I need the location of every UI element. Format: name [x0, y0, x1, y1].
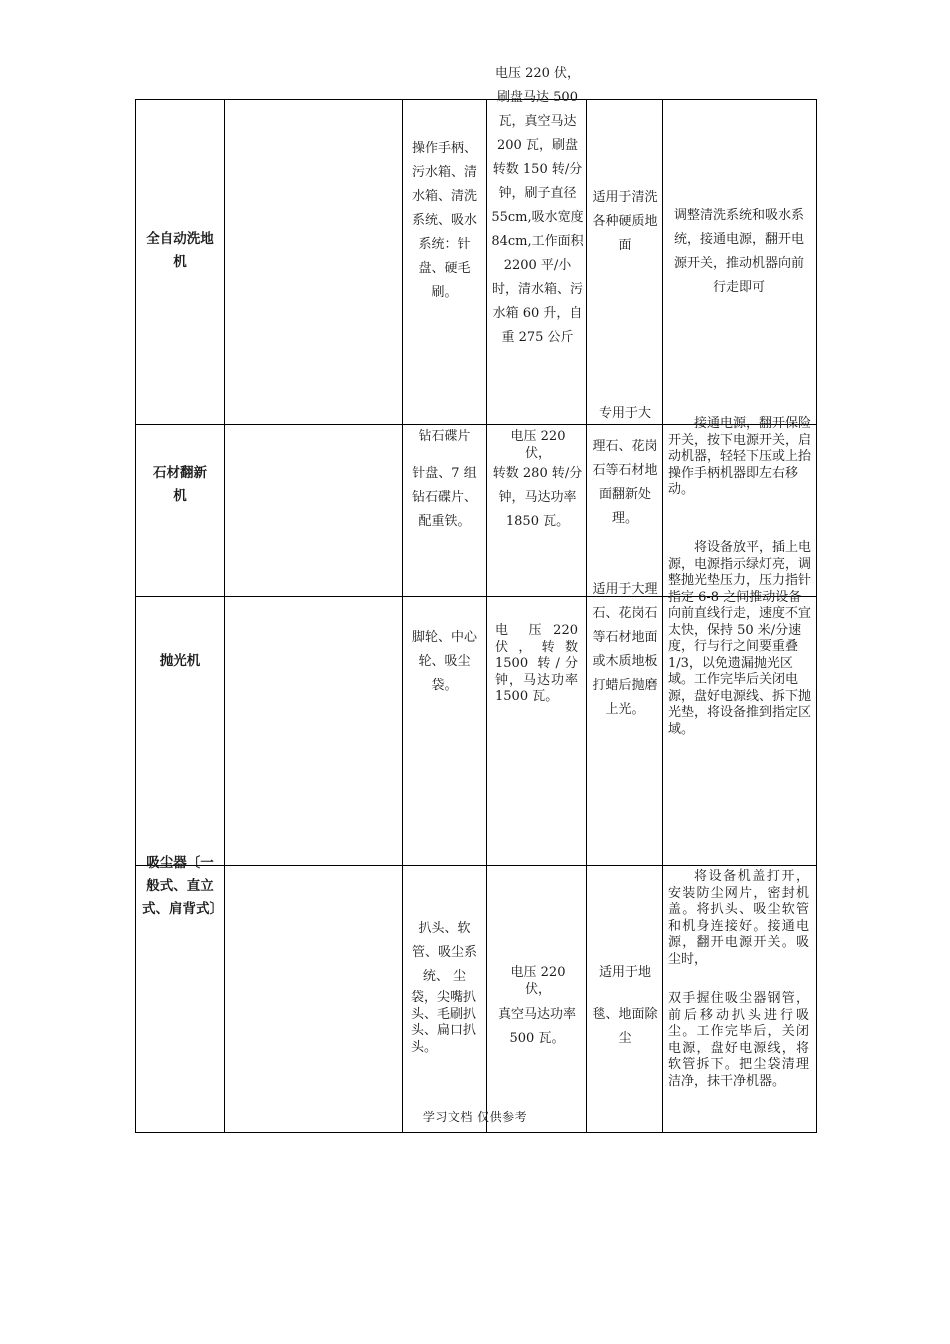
- usage-cell: 适用于大理石、花岗石等石材地面或木质地板打蜡后抛磨上光。: [592, 582, 658, 717]
- table-border-bottom: [135, 1132, 817, 1133]
- operation-cell: 接通电源，翻开保险开关，按下电源开关，启动机器，轻轻下压或上抬操作手柄机器即左右移动。: [668, 416, 812, 497]
- specs-cell: 电压 220 伏，: [510, 965, 566, 997]
- operation-cell: 调整清洗系统和吸水系统，接通电源，翻开电源开关，推动机器向前行走即可: [673, 208, 804, 295]
- usage-cell: 适用于地: [598, 965, 651, 980]
- column-divider: [662, 99, 663, 1133]
- equipment-name: 吸尘器〔一般式、直立式、肩背式〕: [142, 855, 223, 917]
- usage-cell: 适用于清洗各种硬质地面: [592, 190, 658, 253]
- parts-cell: 针盘、7 组钻石碟片、配重铁。: [411, 466, 477, 529]
- table-border-right: [816, 99, 817, 1133]
- usage-cell: 毯、地面除尘: [592, 1007, 658, 1046]
- column-divider: [486, 99, 487, 1133]
- usage-cell: 专用于大: [598, 406, 651, 421]
- equipment-name: 石材翻新机: [153, 465, 207, 504]
- operation-cell: 将设备放平，插上电源，电源指示绿灯亮，调整抛光垫压力，压力指针指定 6-8 之间推动设备向前直线行走，速度不宜太快，保持 50 米/分速度，行与行之间要重叠 1/3，以免遗漏抛光区域。工作完毕后关闭电源，盘好电源线、拆下抛光垫，将设备推到指定区域。: [668, 540, 812, 737]
- parts-cell: 袋，尖嘴扒头、毛刷扒头、扁口扒头。: [411, 990, 477, 1055]
- operation-cell: 双手握住吸尘器钢管，前后移动扒头进行吸尘。工作完毕后，关闭电源，盘好电源线，将软管拆下。把尘袋清理洁净，抹干净机器。: [668, 991, 809, 1089]
- specs-cell: 转数 280 转/分钟，马达功率 1850 瓦。: [492, 466, 583, 529]
- column-divider: [586, 99, 587, 1133]
- equipment-name: 抛光机: [159, 653, 201, 669]
- table-border-top: [135, 99, 817, 100]
- parts-cell: 脚轮、中心轮、吸尘袋。: [411, 630, 477, 693]
- usage-cell: 理石、花岗石等石材地面翻新处理。: [592, 439, 658, 526]
- parts-cell: 操作手柄、污水箱、清水箱、清洗系统、吸水系统：针盘、硬毛刷。: [411, 141, 477, 300]
- column-divider: [402, 99, 403, 1133]
- operation-cell: 将设备机盖打开，安装防尘网片，密封机盖。将扒头、吸尘软管和机身连接好。接通电源，翻开电源开关。吸尘时，: [668, 869, 809, 967]
- specs-cell: 电 压 220 伏，转数 1500 转/分钟，马达功率 1500 瓦。: [495, 623, 578, 704]
- equipment-name: 全自动洗地机: [146, 231, 214, 270]
- page-footer: 学习文档 仅供参考: [422, 1110, 528, 1124]
- specs-cell: 真空马达功率 500 瓦。: [497, 1007, 576, 1046]
- column-divider: [224, 99, 225, 1133]
- specs-cell: 电压 220 伏，刷盘马达 500 瓦，真空马达 200 瓦，刷盘转数 150 转/分钟，刷子直径 55cm,吸水宽度 84cm,工作面积 2200 平/小时，清水箱、污水箱 60 升，自重 275 公斤: [491, 66, 584, 345]
- table-border-left: [135, 99, 136, 1133]
- parts-cell: 扒头、软管、吸尘系统、 尘: [411, 921, 477, 984]
- parts-cell: 钻石碟片: [418, 429, 471, 444]
- row-divider: [135, 865, 817, 866]
- specs-cell: 电压 220 伏，: [510, 429, 566, 461]
